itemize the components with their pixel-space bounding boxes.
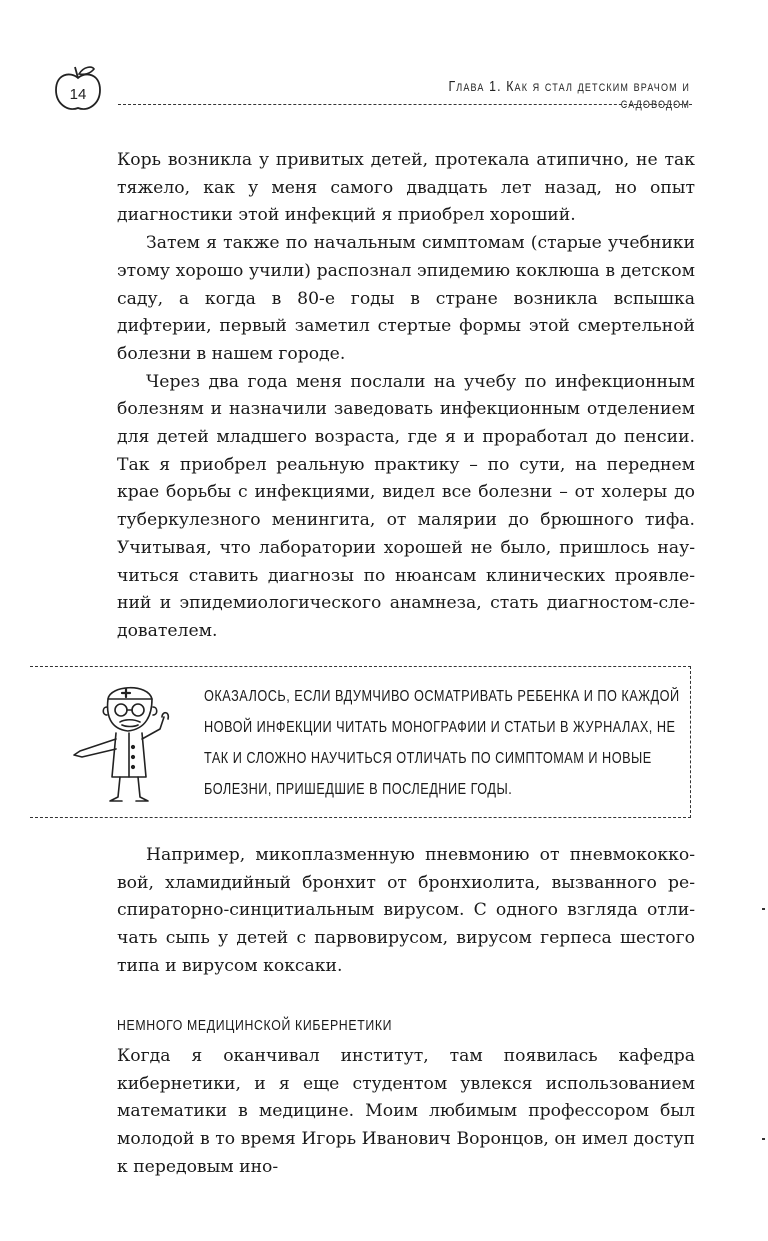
body-text-block	[117, 1043, 695, 1182]
page-number: 14	[69, 86, 87, 103]
paragraph: Например, микоплазменную пневмонию от пневмококковой, хламидийный бронхит от бронхиолита, вызванного респираторно-синцитиальным вирусом. С одного взгляда отличать сыпь у детей с парвовирусом, вирусом герпеса шестого типа и вирусом коксаки.	[117, 845, 695, 976]
paragraph: Корь возникла у привитых детей, протекала атипично, не так тяжело, как у меня самого двадцать лет назад, но опыт диагностики этой инфекций я приобрел хороший.	[117, 150, 695, 226]
crop-mark	[762, 908, 765, 910]
paragraph: Когда я оканчивал институт, там появилась кафедра кибернетики, и я еще студентом увлекся использованием математики в медицине. Моим любимым профессором был молодой в то время Игорь Иванович Воронцов, он имел доступ к передовым ино-	[117, 1046, 695, 1177]
paragraph: Через два года меня послали на учебу по инфекционным болезням и назначили заведовать инфекционным отделением для детей младшего возраста, где я и проработал до пенсии. Так я приобрел реальную практику – по сути, на переднем крае борьбы с инфекциями, видел все болезни – от холеры до туберкулезного менингита, от малярии до брюшного тифа. Учитывая, что лаборатории хорошей не было, пришлось научиться ставить диагнозы по нюансам клинических проявлений и эпидемиологического анамнеза, стать диагностом-следователем.	[117, 371, 695, 641]
apple-icon	[48, 62, 108, 116]
body-text-block	[117, 842, 695, 981]
callout-box	[30, 666, 691, 818]
page-number-badge	[48, 62, 108, 116]
paragraph: Затем я также по начальным симптомам (старые учебники этому хорошо учили) распознал эпидемию коклюша в детском саду, а когда в 80-е годы в стране возникла вспышка дифтерии, первый заметил стертые формы этой смертельной болезни в нашем городе.	[117, 233, 695, 364]
callout-text: ОКАЗАЛОСЬ, ЕСЛИ ВДУМЧИВО ОСМАТРИВАТЬ РЕБЕНКА И ПО КАЖДОЙ НОВОЙ ИНФЕКЦИИ ЧИТАТЬ МОНОГРАФИИ И СТАТЬИ В ЖУРНАЛАХ, НЕ ТАК И СЛОЖНО НАУЧИТЬСЯ ОТЛИЧАТЬ ПО СИМПТОМАМ И НОВЫЕ БОЛЕЗНИ, ПРИШЕДШИЕ В ПОСЛЕДНИЕ ГОДЫ.	[204, 688, 680, 798]
running-header: Глава 1. Как я стал детским врачом и садоводом	[448, 78, 690, 112]
header-divider	[118, 104, 692, 105]
section-heading: НЕМНОГО МЕДИЦИНСКОЙ КИБЕРНЕТИКИ	[117, 1017, 393, 1034]
crop-mark	[762, 1138, 765, 1140]
body-text-block	[117, 147, 695, 646]
doctor-illustration-icon	[70, 677, 190, 807]
